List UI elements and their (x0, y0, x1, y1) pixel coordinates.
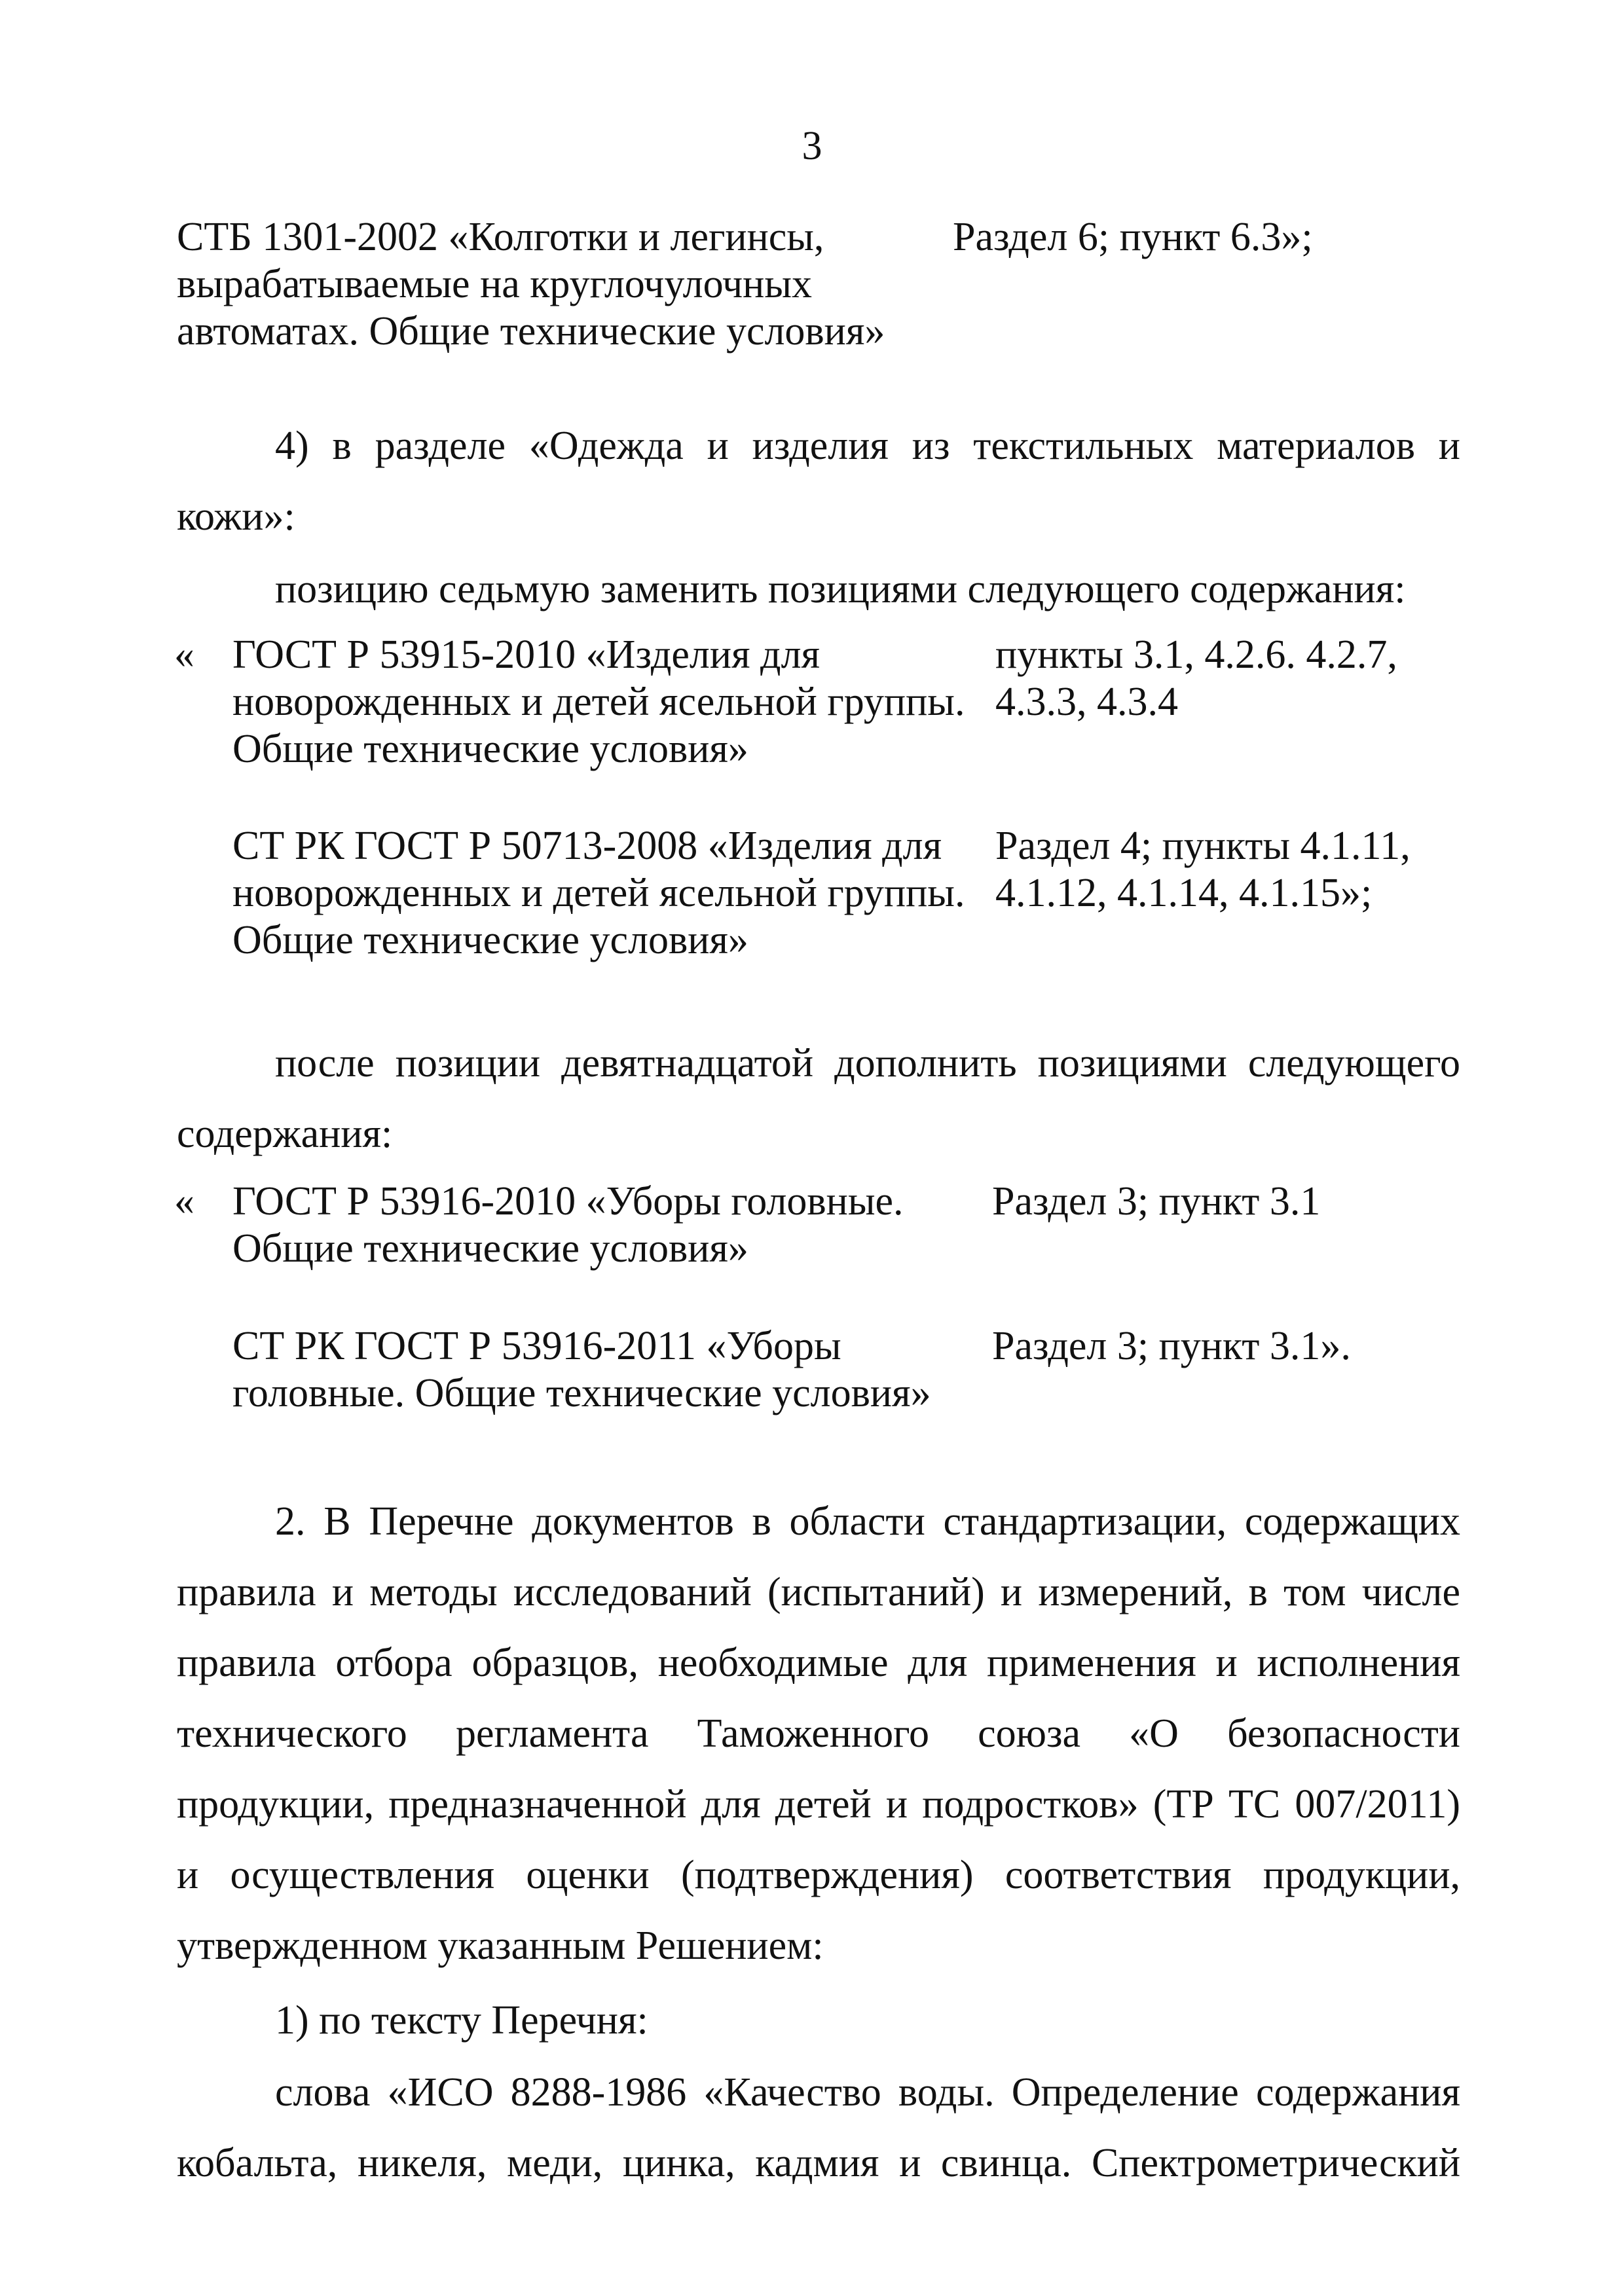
paragraph-line: слова «ИСО 8288-1986 «Качество воды. Определение содержания (275, 2070, 1460, 2115)
paragraph-line: кожи»: (177, 494, 295, 539)
paragraph-line: продукции, предназначенной для детей и подростков» (ТР ТС 007/2011) (177, 1782, 1460, 1827)
opening-quote-mark: « (174, 632, 194, 677)
standard-title: СТ РК ГОСТ Р 53916-2011 «Уборы головные. Общие технические условия» (232, 1324, 931, 1415)
standard-title: СТ РК ГОСТ Р 50713-2008 «Изделия для новорожденных и детей ясельной группы. Общие технические условия» (232, 824, 965, 962)
paragraph-line: после позиции девятнадцатой дополнить позициями следующего (275, 1041, 1460, 1085)
paragraph-2-list-of-standards (177, 1486, 1460, 1981)
paragraph-line: позицию седьмую заменить позициями следующего содержания: (275, 567, 1406, 611)
standard-clauses: Раздел 3; пункт 3.1». (992, 1324, 1351, 1368)
paragraph-line: технического регламента Таможенного союза «О безопасности (177, 1711, 1460, 1756)
paragraph-line: утвержденном указанным Решением: (177, 1923, 824, 1968)
paragraph-after-position-19 (177, 1028, 1460, 1169)
item-1-list-text (177, 1985, 1460, 2056)
standard-clauses: пункты 3.1, 4.2.6. 4.2.7, 4.3.3, 4.3.4 (995, 632, 1397, 724)
paragraph-line: правила и методы исследований (испытаний) и измерений, в том числе (177, 1570, 1460, 1614)
paragraph-line: содержания: (177, 1112, 393, 1156)
replace-instruction (177, 554, 1460, 625)
paragraph-words-iso-8288 (177, 2057, 1460, 2198)
paragraph-clothing-section (177, 410, 1460, 552)
opening-quote-mark: « (174, 1179, 194, 1224)
standard-clauses: Раздел 3; пункт 3.1 (992, 1179, 1321, 1224)
standard-title: ГОСТ Р 53915-2010 «Изделия для новорожденных и детей ясельной группы. Общие технические условия» (232, 632, 965, 771)
paragraph-line: правила отбора образцов, необходимые для применения и исполнения (177, 1641, 1460, 1685)
paragraph-line: 1) по тексту Перечня: (275, 1998, 648, 2043)
standard-clauses: Раздел 6; пункт 6.3»; (953, 215, 1313, 259)
paragraph-line: и осуществления оценки (подтверждения) соответствия продукции, (177, 1853, 1460, 1897)
page-number: 3 (802, 124, 822, 168)
standard-title: СТБ 1301-2002 «Колготки и легинсы, вырабатываемые на круглочулочных автоматах. Общие технические условия» (177, 215, 885, 354)
paragraph-line: кобальта, никеля, меди, цинка, кадмия и свинца. Спектрометрический (177, 2141, 1460, 2185)
paragraph-line: 4) в разделе «Одежда и изделия из текстильных материалов и (275, 424, 1460, 468)
standard-title: ГОСТ Р 53916-2010 «Уборы головные. Общие технические условия» (232, 1179, 904, 1271)
standard-clauses: Раздел 4; пункты 4.1.11, 4.1.12, 4.1.14, 4.1.15»; (995, 824, 1411, 915)
paragraph-line: 2. В Перечне документов в области стандартизации, содержащих (275, 1499, 1460, 1544)
